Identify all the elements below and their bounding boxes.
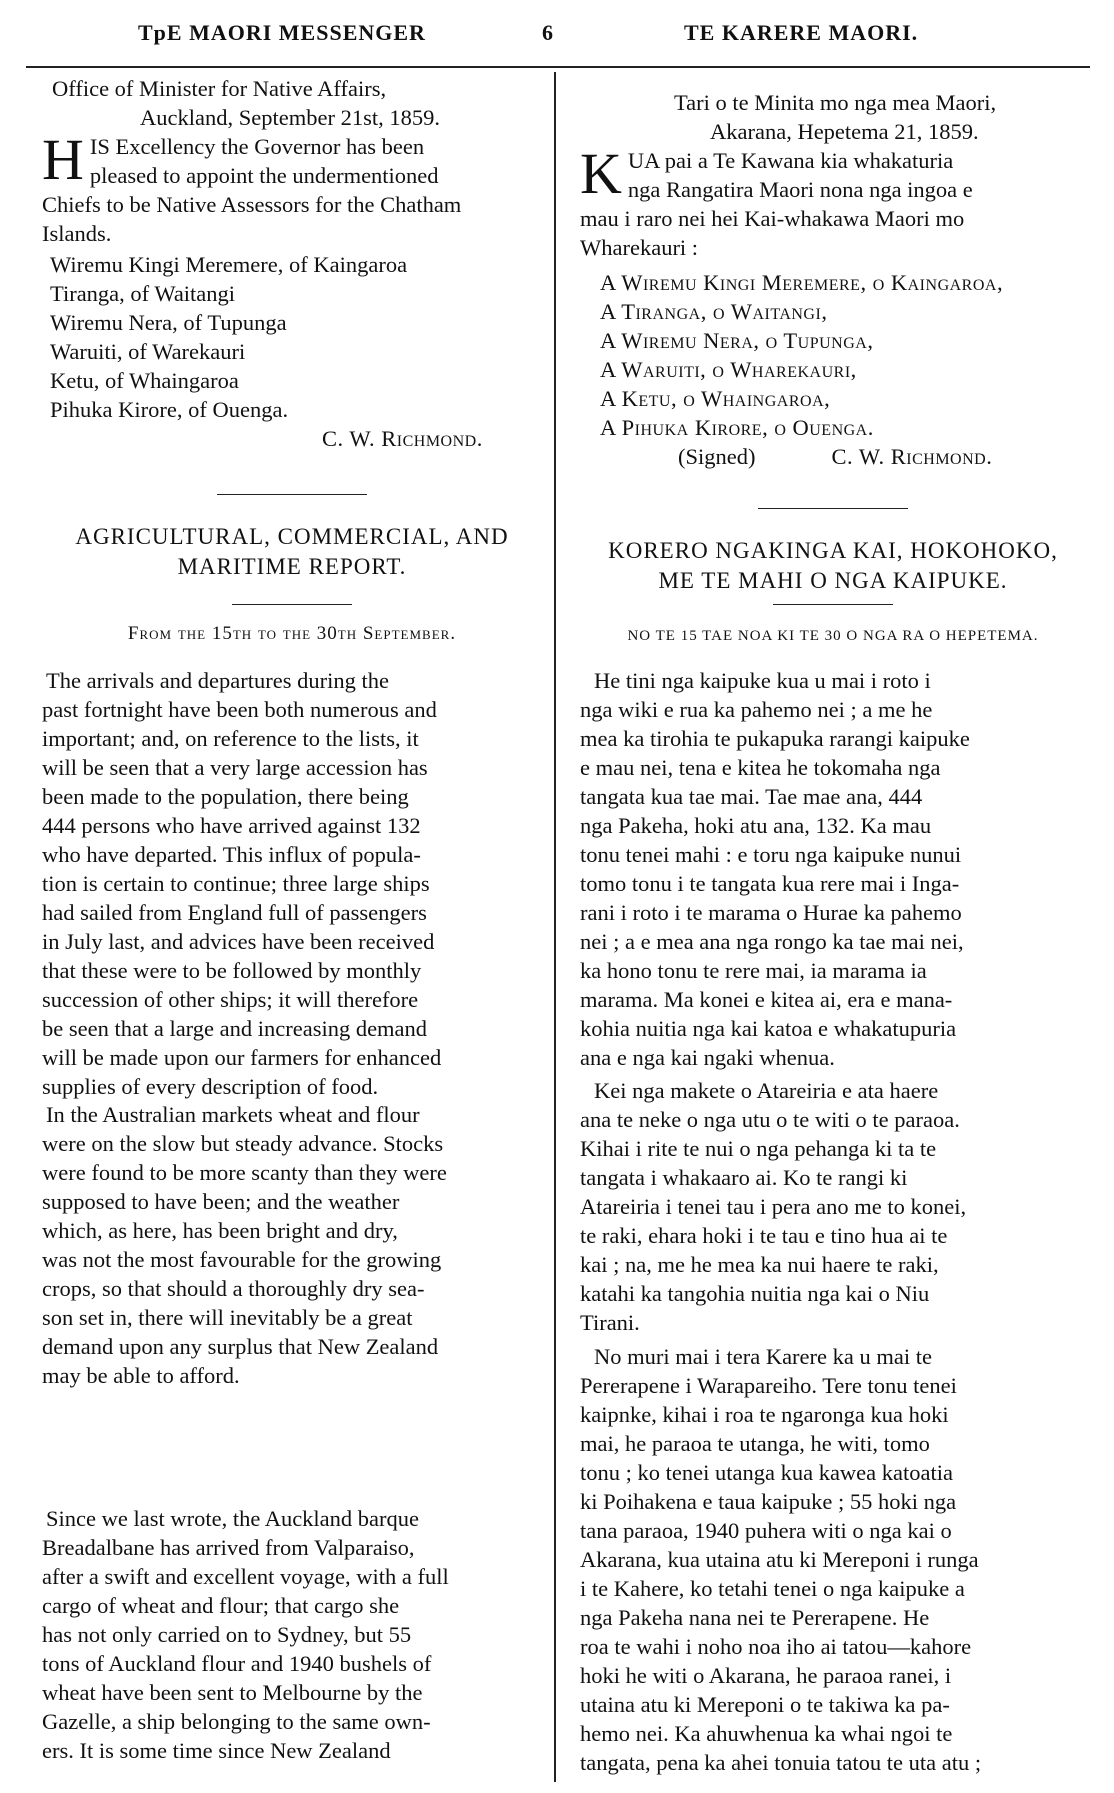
assessor-list [50, 250, 540, 453]
notice-text [580, 141, 1086, 262]
text-line: tonu ; ko tenei utanga kua kawea katoatia [580, 1460, 953, 1485]
text-line: Gazelle, a ship belonging to the same own- [42, 1709, 431, 1734]
text-line: mea ka tirohia te pukapuka rarangi kaipuke [580, 726, 970, 751]
text-line: supposed to have been; and the weather [42, 1189, 400, 1214]
text-line: ers. It is some time since New Zealand [42, 1738, 391, 1763]
text-line: who have departed. This influx of popula- [42, 842, 421, 867]
text-line: had sailed from England full of passengers [42, 900, 427, 925]
drop-cap: H [42, 127, 84, 192]
notice-line: pleased to appoint the undermentioned [89, 163, 439, 188]
report-date [42, 622, 542, 646]
office-line: Office of Minister for Native Affairs, [52, 76, 387, 101]
text-line: ana e nga kai ngaki whenua. [580, 1045, 835, 1070]
text-line: roa te wahi i noho noa iho ai tatou—kahore [580, 1634, 972, 1659]
text-line: Atareiria i tenei tau i pera ano me to konei, [580, 1194, 967, 1219]
text-line: tangata, pena ka ahei tonuia tatou te uta atu ; [580, 1750, 982, 1775]
text-line: mai, he paraoa te utanga, he witi, tomo [580, 1431, 930, 1456]
list-item: Ketu, of Whaingaroa [50, 368, 239, 393]
text-line: wheat have been sent to Melbourne by the [42, 1680, 423, 1705]
paragraph-australian-markets [580, 1076, 1086, 1337]
notice-line: Chiefs to be Native Assessors for the Chatham [42, 192, 462, 217]
section-divider [580, 508, 1086, 509]
report-heading [580, 536, 1086, 596]
heading-divider [42, 604, 542, 605]
text-line: Since we last wrote, the Auckland barque [46, 1506, 420, 1531]
heading-line: ME TE MAHI O NGA KAIPUKE. [658, 568, 1008, 593]
text-line: tangata kua tae mai. Tae mae ana, 444 [580, 784, 923, 809]
heading-line: KORERO NGAKINGA KAI, HOKOHOKO, [608, 538, 1058, 563]
text-line: that these were to be followed by monthly [42, 958, 422, 983]
text-line: past fortnight have been both numerous and [42, 697, 437, 722]
text-line: No muri mai i tera Karere ka u mai te [594, 1344, 932, 1369]
list-item: Wiremu Nera, of Tupunga [50, 310, 287, 335]
text-line: kaipnke, kihai i roa te ngaronga kua hoki [580, 1402, 949, 1427]
list-item: Tiranga, of Waitangi [50, 281, 236, 306]
text-line: utaina atu ki Mereponi o te takiwa ka pa- [580, 1692, 950, 1717]
text-line: rani i roto i te marama o Hurae ka pahemo [580, 900, 962, 925]
text-line: in July last, and advices have been received [42, 929, 435, 954]
paragraph-breadalbane [42, 1504, 542, 1765]
text-line: will be seen that a very large accession has [42, 755, 428, 780]
heading-line: MARITIME REPORT. [177, 554, 407, 579]
text-line: be seen that a large and increasing demand [42, 1016, 428, 1041]
list-item: Wiremu Kingi Meremere, of Kaingaroa [50, 252, 408, 277]
text-line: Kei nga makete o Atareiria e ata haere [594, 1078, 939, 1103]
text-line: hemo nei. Ka ahuwhenua ka whai ngoi te [580, 1721, 953, 1746]
text-line: were on the slow but steady advance. Stocks [42, 1131, 444, 1156]
signature: C. W. Richmond. [831, 444, 993, 469]
list-item: A Tiranga, o Waitangi, [600, 299, 828, 324]
text-line: ki Poihakena e taua kaipuke ; 55 hoki nga [580, 1489, 957, 1514]
text-line: The arrivals and departures during the [46, 668, 389, 693]
header-title-maori: TE KARERE MAORI. [684, 20, 919, 45]
column-divider [554, 72, 556, 1782]
text-line: after a swift and excellent voyage, with a full [42, 1564, 449, 1589]
text-line: tana paraoa, 1940 puhera witi o nga kai o [580, 1518, 952, 1543]
list-item: Waruiti, of Warekauri [50, 339, 246, 364]
section-divider [42, 494, 542, 495]
notice-text [42, 127, 542, 248]
date-line: From the 15th to the 30th September. [127, 623, 457, 644]
text-line: Akarana, kua utaina atu ki Mereponi i runga [580, 1547, 979, 1572]
text-line: kohia nuitia nga kai katoa e whakatupuria [580, 1016, 957, 1041]
drop-cap: K [580, 141, 622, 206]
list-item: A Waruiti, o Wharekauri, [600, 357, 857, 382]
report-date [580, 624, 1086, 648]
text-line: ka hono tonu te rere mai, ia marama ia [580, 958, 927, 983]
text-line: kai ; na, me he mea ka nui haere te raki, [580, 1252, 939, 1277]
assessor-list [600, 268, 1086, 471]
text-line: was not the most favourable for the growing [42, 1247, 442, 1272]
text-line: e mau nei, tena e kitea he tokomaha nga [580, 755, 941, 780]
text-line: nga Pakeha nana nei te Pererapene. He [580, 1605, 930, 1630]
notice-line: nga Rangatira Maori nona nga ingoa e [627, 177, 973, 202]
office-line: Tari o te Minita mo nga mea Maori, [674, 90, 997, 115]
text-line: may be able to afford. [42, 1363, 240, 1388]
text-line: hoki he witi o Akarana, he paraoa ranei, i [580, 1663, 952, 1688]
text-line: i te Kahere, ko tetahi tenei o nga kaipuke a [580, 1576, 965, 1601]
report-heading [42, 522, 542, 582]
text-line: He tini nga kaipuke kua u mai i roto i [594, 668, 931, 693]
office-date: Auckland, September 21st, 1859. [140, 105, 440, 130]
office-date: Akarana, Hepetema 21, 1859. [710, 119, 979, 144]
text-line: has not only carried on to Sydney, but 55 [42, 1622, 412, 1647]
text-line: nga wiki e rua ka pahemo nei ; a me he [580, 697, 933, 722]
list-item: A Wiremu Kingi Meremere, o Kaingaroa, [600, 270, 1004, 295]
list-item: A Pihuka Kirore, o Ouenga. [600, 415, 874, 440]
office-notice-header [42, 74, 542, 132]
text-line: cargo of wheat and flour; that cargo she [42, 1593, 400, 1618]
text-line: will be made upon our farmers for enhanced [42, 1045, 442, 1070]
text-line: supplies of every description of food. [42, 1074, 379, 1099]
notice-line: Wharekauri : [580, 235, 699, 260]
heading-line: AGRICULTURAL, COMMERCIAL, AND [75, 524, 509, 549]
page-number: 6 [542, 20, 553, 45]
text-line: Pererapene i Warapareiho. Tere tonu tenei [580, 1373, 957, 1398]
paragraph-arrivals [42, 666, 542, 1101]
text-line: marama. Ma konei e kitea ai, era e mana- [580, 987, 953, 1012]
text-line: 444 persons who have arrived against 132 [42, 813, 421, 838]
notice-line: Islands. [42, 221, 112, 246]
text-line: Kihai i rite te nui o nga pehanga ki ta te [580, 1136, 937, 1161]
text-line: important; and, on reference to the lists, it [42, 726, 419, 751]
text-line: tion is certain to continue; three large ships [42, 871, 430, 896]
text-line: Breadalbane has arrived from Valparaiso, [42, 1535, 415, 1560]
text-line: been made to the population, there being [42, 784, 409, 809]
text-line: nga Pakeha, hoki atu ana, 132. Ka mau [580, 813, 932, 838]
office-notice-header [580, 88, 1086, 146]
paragraph-arrivals [580, 666, 1086, 1072]
notice-line: mau i raro nei hei Kai-whakawa Maori mo [580, 206, 965, 231]
signature-line [600, 442, 1086, 471]
text-line: demand upon any surplus that New Zealand [42, 1334, 439, 1359]
signature: C. W. Richmond. [322, 426, 483, 451]
text-line: were found to be more scanty than they were [42, 1160, 447, 1185]
text-line: ana te neke o nga utu o te witi o te paraoa. [580, 1107, 960, 1132]
text-line: crops, so that should a thoroughly dry sea- [42, 1276, 425, 1301]
text-line: katahi ka tangohia nuitia nga kai o Niu [580, 1281, 930, 1306]
heading-divider [580, 604, 1086, 605]
text-line: te raki, ehara hoki i te tau e tino hua ai te [580, 1223, 948, 1248]
text-line: Tirani. [580, 1310, 640, 1335]
text-line: nei ; a e mea ana nga rongo ka tae mai nei, [580, 929, 964, 954]
header-title-english: TpE MAORI MESSENGER [138, 20, 426, 45]
notice-line: UA pai a Te Kawana kia whakaturia [627, 148, 954, 173]
list-item: A Wiremu Nera, o Tupunga, [600, 328, 874, 353]
list-item: A Ketu, o Whaingaroa, [600, 386, 831, 411]
text-line: tonu tenei mahi : e toru nga kaipuke nunui [580, 842, 962, 867]
paragraph-pererapene [580, 1342, 1086, 1777]
text-line: tomo tonu i te tangata kua rere mai i Inga- [580, 871, 960, 896]
page-header [0, 20, 1114, 54]
text-line: tons of Auckland flour and 1940 bushels of [42, 1651, 432, 1676]
text-line: son set in, there will inevitably be a great [42, 1305, 413, 1330]
header-rule [26, 66, 1090, 68]
notice-line: IS Excellency the Governor has been [89, 134, 425, 159]
text-line: tangata i whakaaro ai. Ko te rangi ki [580, 1165, 908, 1190]
text-line: In the Australian markets wheat and flour [46, 1102, 420, 1127]
text-line: succession of other ships; it will therefore [42, 987, 419, 1012]
date-line: NO TE 15 TAE NOA KI TE 30 O NGA RA O HEPETEMA. [627, 628, 1039, 644]
signed-label: (Signed) [678, 444, 756, 469]
text-line: which, as here, has been bright and dry, [42, 1218, 398, 1243]
list-item: Pihuka Kirore, of Ouenga. [50, 397, 289, 422]
paragraph-australian-markets [42, 1100, 542, 1390]
